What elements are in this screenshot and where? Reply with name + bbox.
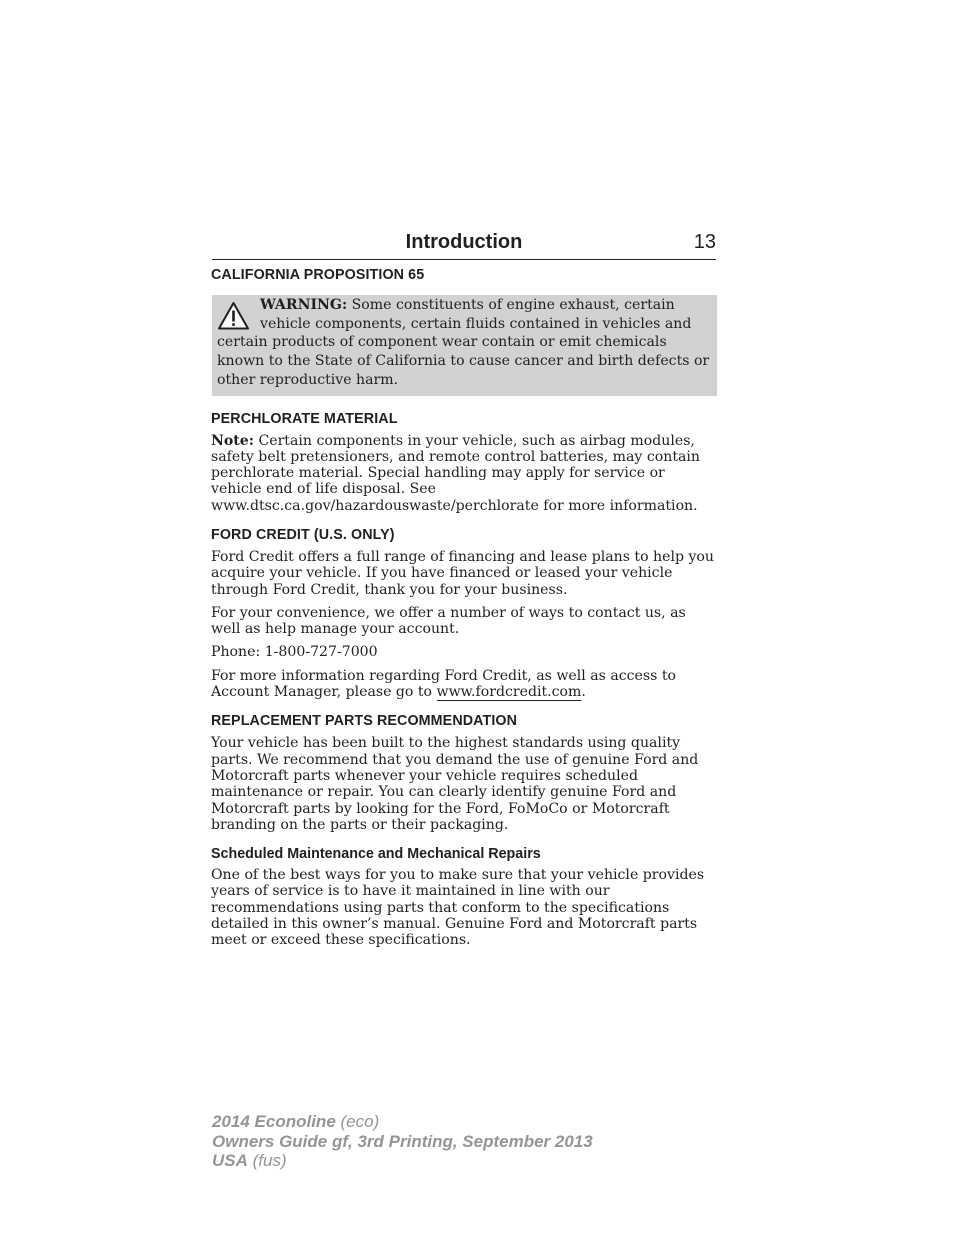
warning-text: Some constituents of engine exhaust, certain vehicle components, certain fluids contained in vehicles and certain products of component wear contain or emit chemicals known to the State of California to cause cancer and birth defects or other reproductive harm.: [217, 297, 710, 388]
perchlorate-heading: PERCHLORATE MATERIAL: [211, 410, 398, 427]
replacement-section: [211, 712, 717, 833]
ford-credit-link[interactable]: www.fordcredit.com: [436, 684, 582, 701]
page-content: [211, 266, 717, 961]
warning-triangle-icon: [217, 301, 250, 331]
footer-market-code: (fus): [247, 1151, 287, 1170]
ford-credit-phone: Phone: 1-800-727-7000: [211, 644, 378, 661]
footer-model-code: (eco): [335, 1112, 380, 1131]
perchlorate-note: [211, 433, 717, 514]
note-label: Note:: [211, 432, 254, 449]
california-section: [211, 266, 717, 396]
ford-credit-section: [211, 526, 717, 700]
california-heading: CALIFORNIA PROPOSITION 65: [211, 267, 425, 283]
footer-line-2: Owners Guide gf, 3rd Printing, September 2013: [212, 1131, 593, 1151]
note-text: Certain components in your vehicle, such as airbag modules, safety belt pretensioners, and remote control batteries, may contain perchlorate material. Special handling may apply for service or vehicle end of life disposal. See www.dtsc.ca.gov/hazardouswaste/perchlorate for more information.: [211, 432, 700, 514]
footer-market: USA: [212, 1151, 248, 1170]
footer-model: 2014 Econoline: [212, 1112, 336, 1131]
scheduled-paragraph: One of the best ways for you to make sure that your vehicle provides years of service is to have it maintained in line with our recommendations using parts that conform to the specifications detailed in this owner’s manual. Genuine Ford and Motorcraft parts meet or exceed these specifications.: [211, 867, 705, 949]
page-footer: [212, 1112, 593, 1171]
replacement-heading: REPLACEMENT PARTS RECOMMENDATION: [211, 713, 518, 730]
ford-credit-paragraph-1: Ford Credit offers a full range of financing and lease plans to help you acquire your vehicle. If you have financed or leased your vehicle through Ford Credit, thank you for your business.: [211, 549, 714, 598]
section-title: Introduction: [405, 231, 523, 253]
scheduled-heading: Scheduled Maintenance and Mechanical Repairs: [211, 846, 541, 863]
scheduled-section: [211, 845, 717, 948]
warning-label: WARNING:: [260, 297, 348, 313]
replacement-paragraph: Your vehicle has been built to the highest standards using quality parts. We recommend that you demand the use of genuine Ford and Motorcraft parts whenever your vehicle requires scheduled maintenance or repair. You can clearly identify genuine Ford and Motorcraft parts by looking for the Ford, FoMoCo or Motorcraft branding on the parts or their packaging.: [211, 735, 699, 833]
footer-line-3: [212, 1151, 593, 1171]
footer-line-1: [212, 1112, 593, 1132]
ford-credit-more-info: For more information regarding Ford Credit, as well as access to Account Manager, please go to: [211, 667, 676, 701]
page-number: 13: [693, 231, 716, 253]
perchlorate-section: [211, 410, 717, 514]
page-header: [212, 228, 716, 260]
warning-box: [212, 295, 717, 396]
ford-credit-period: .: [581, 684, 586, 701]
ford-credit-paragraph-4: [211, 668, 717, 701]
ford-credit-paragraph-2: For your convenience, we offer a number of ways to contact us, as well as help manage your account.: [211, 604, 686, 638]
ford-credit-heading: FORD CREDIT (U.S. ONLY): [211, 527, 395, 543]
